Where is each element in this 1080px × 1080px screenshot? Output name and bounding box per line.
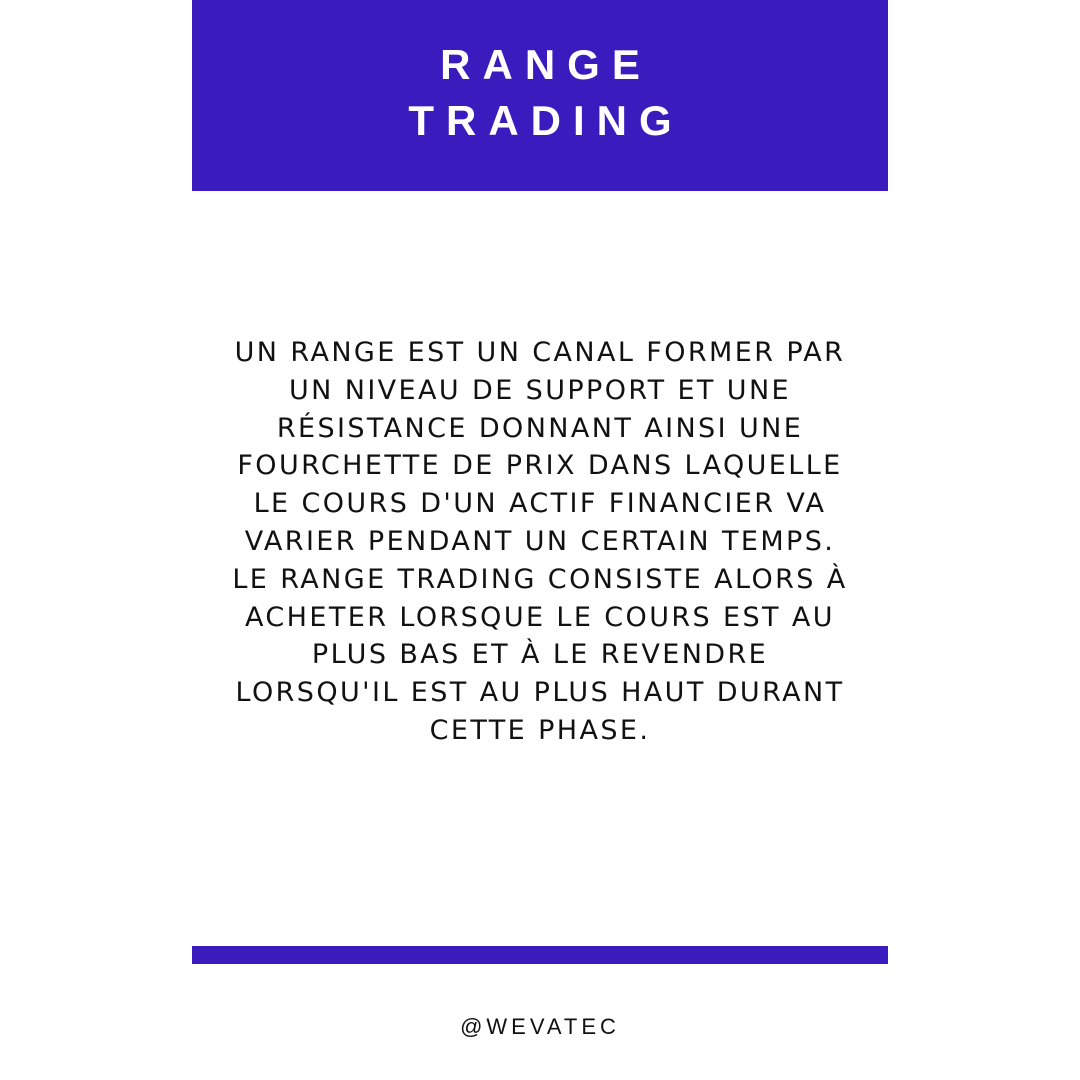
body-line-2: UN NIVEAU DE SUPPORT ET UNE — [288, 374, 792, 406]
title-line-1: RANGE — [440, 40, 652, 88]
body-line-8: ACHETER LORSQUE LE COURS EST AU — [245, 601, 835, 633]
bottom-divider-bar — [192, 946, 888, 964]
body-line-9: PLUS BAS ET À LE REVENDRE — [311, 639, 769, 671]
body-line-6: VARIER PENDANT UN CERTAIN TEMPS. — [244, 525, 836, 557]
body-line-1: UN RANGE EST UN CANAL FORMER PAR — [234, 337, 846, 368]
title-line-2: TRADING — [408, 96, 684, 144]
title-banner — [192, 0, 888, 191]
body-paragraph — [150, 334, 930, 750]
body-line-3: RÉSISTANCE DONNANT AINSI UNE — [276, 412, 804, 444]
body-line-7: LE RANGE TRADING CONSISTE ALORS À — [232, 563, 848, 595]
body-line-11: CETTE PHASE. — [429, 714, 651, 746]
body-line-5: LE COURS D'UN ACTIF FINANCIER VA — [253, 488, 827, 520]
body-line-4: FOURCHETTE DE PRIX DANS LAQUELLE — [237, 450, 843, 482]
body-line-10: LORSQU'IL EST AU PLUS HAUT DURANT — [235, 677, 845, 709]
social-handle: @WEVATEC — [460, 1014, 620, 1039]
